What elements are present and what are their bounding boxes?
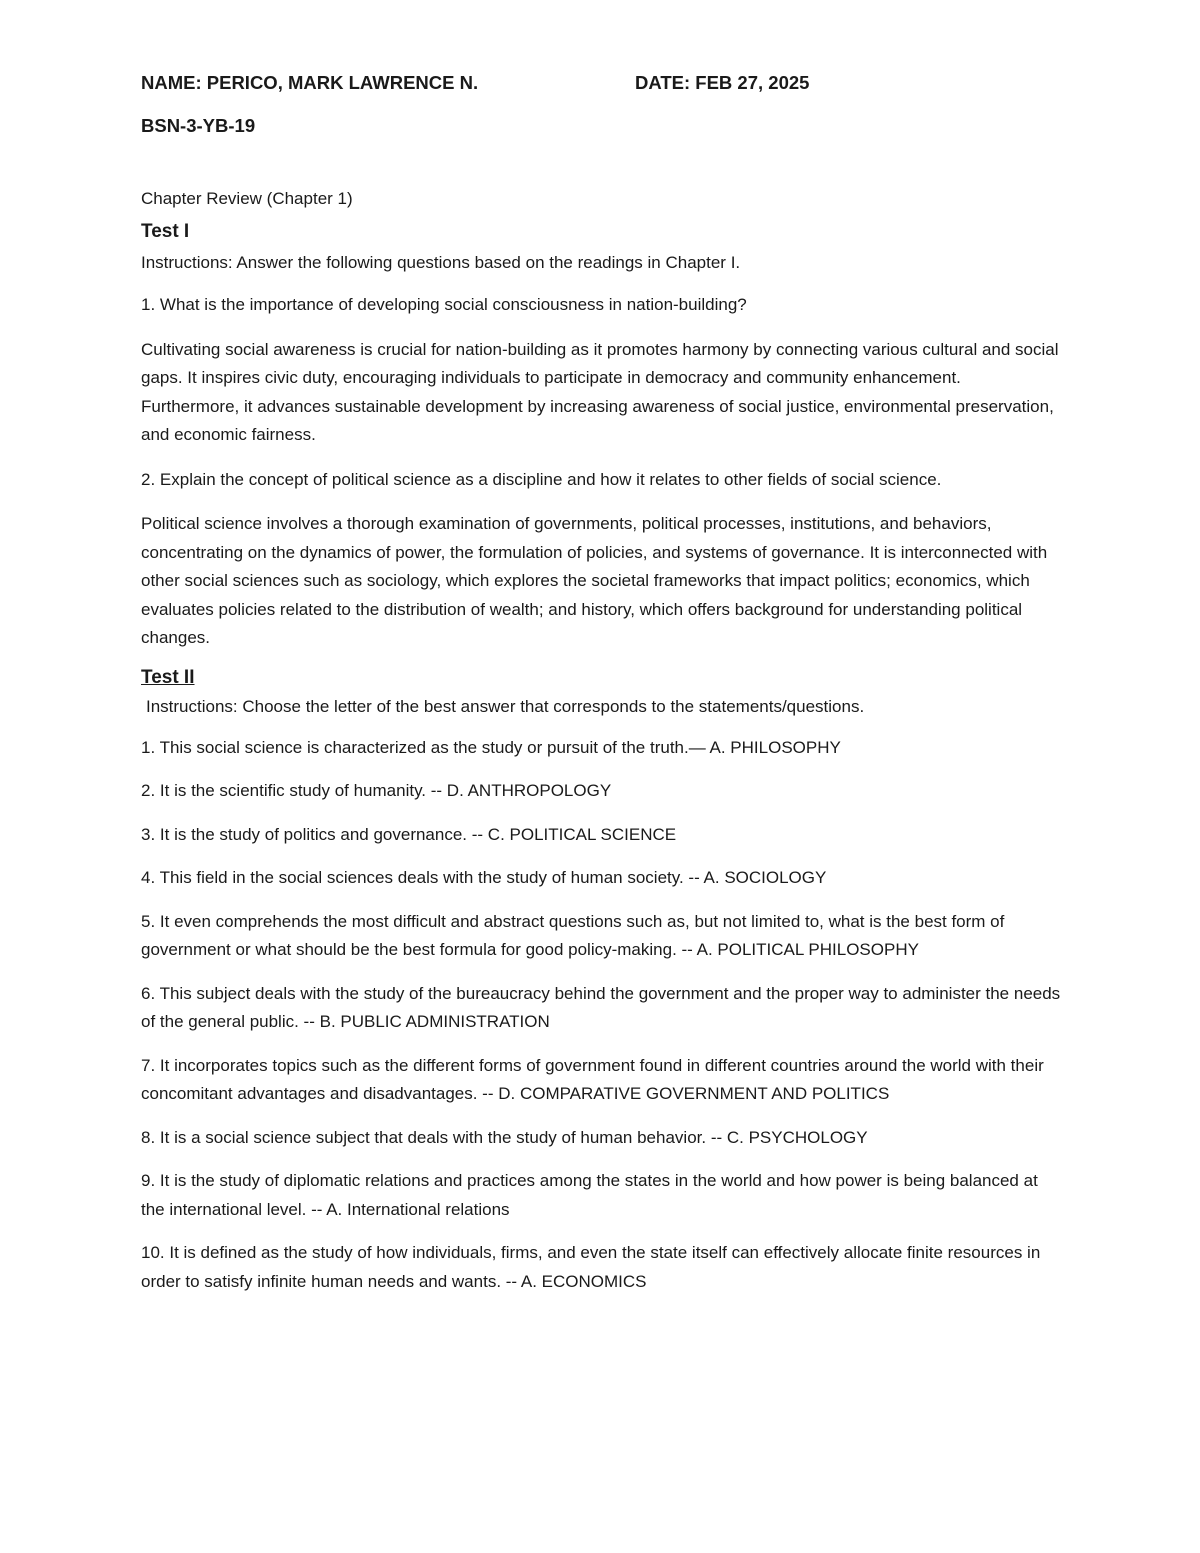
test-2-item: 8. It is a social science subject that deals with the study of human behavior. -- C. PSYCHOLOGY [141, 1127, 868, 1147]
test-2-item: 6. This subject deals with the study of the bureaucracy behind the government and the proper way to administer the needs of the general public. -- B. PUBLIC ADMINISTRATION [141, 983, 1061, 1031]
test-2-item: 10. It is defined as the study of how individuals, firms, and even the state itself can effectively allocate finite resources in order to satisfy infinite human needs and wants. -- A. ECONOMICS [141, 1243, 1041, 1291]
test-1-question: 2. Explain the concept of political science as a discipline and how it relates to other fields of social science. [141, 469, 942, 489]
test-2-item: 7. It incorporates topics such as the different forms of government found in different countries around the world with their concomitant advantages and disadvantages. -- D. COMPARATIVE GOVERNMENT AND POLITICS [141, 1055, 1044, 1103]
test-2-item: 2. It is the scientific study of humanity. -- D. ANTHROPOLOGY [141, 781, 612, 800]
test-2-item: 9. It is the study of diplomatic relations and practices among the states in the world and how power is being balanced at the international level. -- A. International relations [141, 1171, 1038, 1219]
test-1-instructions: Instructions: Answer the following questions based on the readings in Chapter I. [141, 253, 741, 272]
test-2-instructions: Instructions: Choose the letter of the best answer that corresponds to the statements/questions. [146, 696, 865, 716]
test-1-question: 1. What is the importance of developing social consciousness in nation-building? [141, 295, 747, 314]
test-1-answer: Cultivating social awareness is crucial for nation-building as it promotes harmony by connecting various cultural and social gaps. It inspires civic duty, encouraging individuals to participate in democracy and community enhancement. Furthermore, it advances sustainable development by increasing awareness of social justice, environmental preservation, and economic fairness. [141, 339, 1059, 444]
section-code: BSN-3-YB-19 [141, 115, 256, 136]
test-2-item: 5. It even comprehends the most difficult and abstract questions such as, but not limited to, what is the best form of government or what should be the best formula for good policy-making. -- A. POLITICAL PHILOSOPHY [141, 911, 1005, 959]
test-2-heading: Test II [141, 666, 195, 688]
test-1-answer: Political science involves a thorough examination of governments, political processes, institutions, and behaviors, concentrating on the dynamics of power, the formulation of policies, and systems of governance. It is interconnected with other social sciences such as sociology, which explores the societal frameworks that impact politics; economics, which evaluates policies related to the distribution of wealth; and history, which offers background for understanding political changes. [141, 514, 1048, 647]
test-1-heading: Test I [141, 221, 190, 242]
header-row [141, 70, 1061, 98]
document-page [141, 70, 1061, 1296]
test-2-item: 1. This social science is characterized as the study or pursuit of the truth.— A. PHILOSOPHY [141, 737, 841, 757]
test-2-item: 4. This field in the social sciences deals with the study of human society. -- A. SOCIOLOGY [141, 868, 827, 887]
student-name: NAME: PERICO, MARK LAWRENCE N. [141, 72, 479, 93]
test-2-item: 3. It is the study of politics and governance. -- C. POLITICAL SCIENCE [141, 824, 677, 844]
submission-date: DATE: FEB 27, 2025 [635, 72, 810, 93]
chapter-title: Chapter Review (Chapter 1) [141, 189, 353, 208]
